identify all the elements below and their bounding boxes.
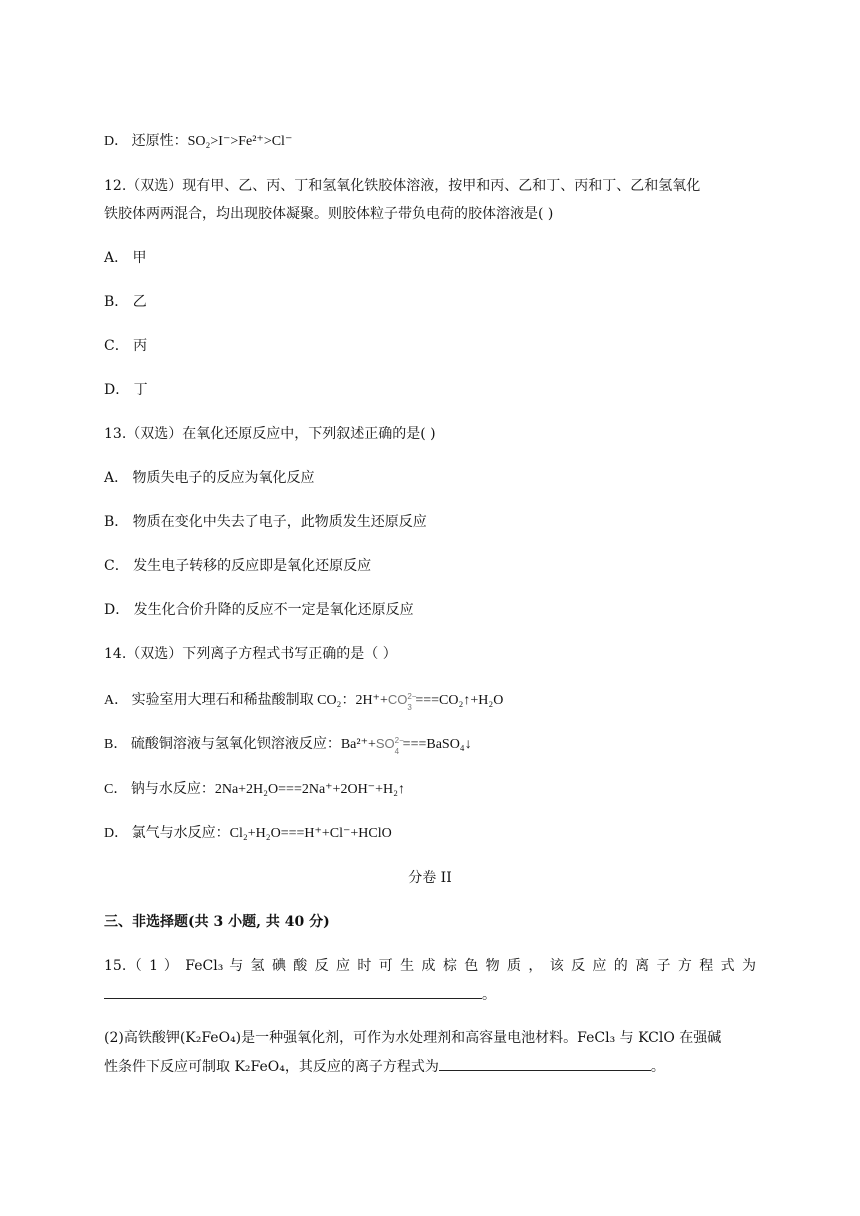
q11-option-d: D． 还原性：SO₂>I⁻>Fe²⁺>Cl⁻ (104, 134, 293, 149)
sulfate-ion: SO 2− 4 (375, 736, 404, 756)
q15-part2-line2: 性条件下反应可制取 K₂FeO₄，其反应的离子方程式为 。 (104, 1056, 665, 1077)
q14-option-a (104, 690, 503, 711)
q12-stem-line1: 12.（双选）现有甲、乙、丙、丁和氢氧化铁胶体溶液，按甲和丙、乙和丁、丙和丁、乙和氢氧化 (104, 178, 701, 194)
q14-option-d: D． 氯气与水反应：Cl₂+H₂O===H⁺+Cl⁻+HClO (104, 826, 392, 841)
carbonate-ion: CO 2− 3 (387, 692, 417, 712)
q13-option-a: A． 物质失电子的反应为氧化反应 (104, 470, 315, 486)
q13-option-d: D． 发生化合价升降的反应不一定是氧化还原反应 (104, 602, 414, 618)
answer-blank[interactable] (104, 984, 482, 999)
q13-option-c: C． 发生电子转移的反应即是氧化还原反应 (104, 558, 372, 574)
q15-part1-line1: 15.（ 1 ） FeCl₃ 与 氢 碘 酸 反 应 时 可 生 成 棕 色 物 质 ， 该 反 应 的 离 子 方 程 式 为 (104, 958, 756, 974)
section-heading: 三、非选择题(共 3 小题, 共 40 分) (104, 914, 330, 930)
q15-part1-answer-line: 。 (104, 984, 496, 1005)
q12-stem-line2: 铁胶体两两混合，均出现胶体凝聚。则胶体粒子带负电荷的胶体溶液是( ) (104, 206, 554, 222)
q14-option-b-suffix: ===BaSO₄↓ (402, 737, 472, 752)
q13-option-b: B． 物质在变化中失去了电子，此物质发生还原反应 (104, 514, 427, 530)
q14-option-b-prefix: B． 硫酸铜溶液与氢氧化钡溶液反应：Ba²⁺+ (104, 737, 376, 752)
volume-title: 分卷 II (408, 870, 452, 886)
answer-blank[interactable] (439, 1056, 651, 1071)
q12-option-b: B． 乙 (104, 294, 147, 310)
q12-option-a: A． 甲 (104, 250, 147, 266)
q12-option-d: D． 丁 (104, 382, 148, 398)
q15-part2-line1: (2)高铁酸钾(K₂FeO₄)是一种强氧化剂，可作为水处理剂和高容量电池材料。FeCl₃ 与 KClO 在强碱 (104, 1030, 722, 1046)
q14-option-c: C． 钠与水反应：2Na+2H₂O===2Na⁺+2OH⁻+H₂↑ (104, 782, 405, 797)
q12-option-c: C． 丙 (104, 338, 148, 354)
q14-option-b (104, 734, 472, 755)
q14-option-a-prefix: A． 实验室用大理石和稀盐酸制取 CO₂：2H⁺+ (104, 693, 388, 708)
q13-stem: 13.（双选）在氧化还原反应中，下列叙述正确的是( ) (104, 426, 436, 442)
q14-stem: 14.（双选）下列离子方程式书写正确的是（ ） (104, 646, 397, 662)
q14-option-a-suffix: ===CO₂↑+H₂O (415, 693, 504, 708)
